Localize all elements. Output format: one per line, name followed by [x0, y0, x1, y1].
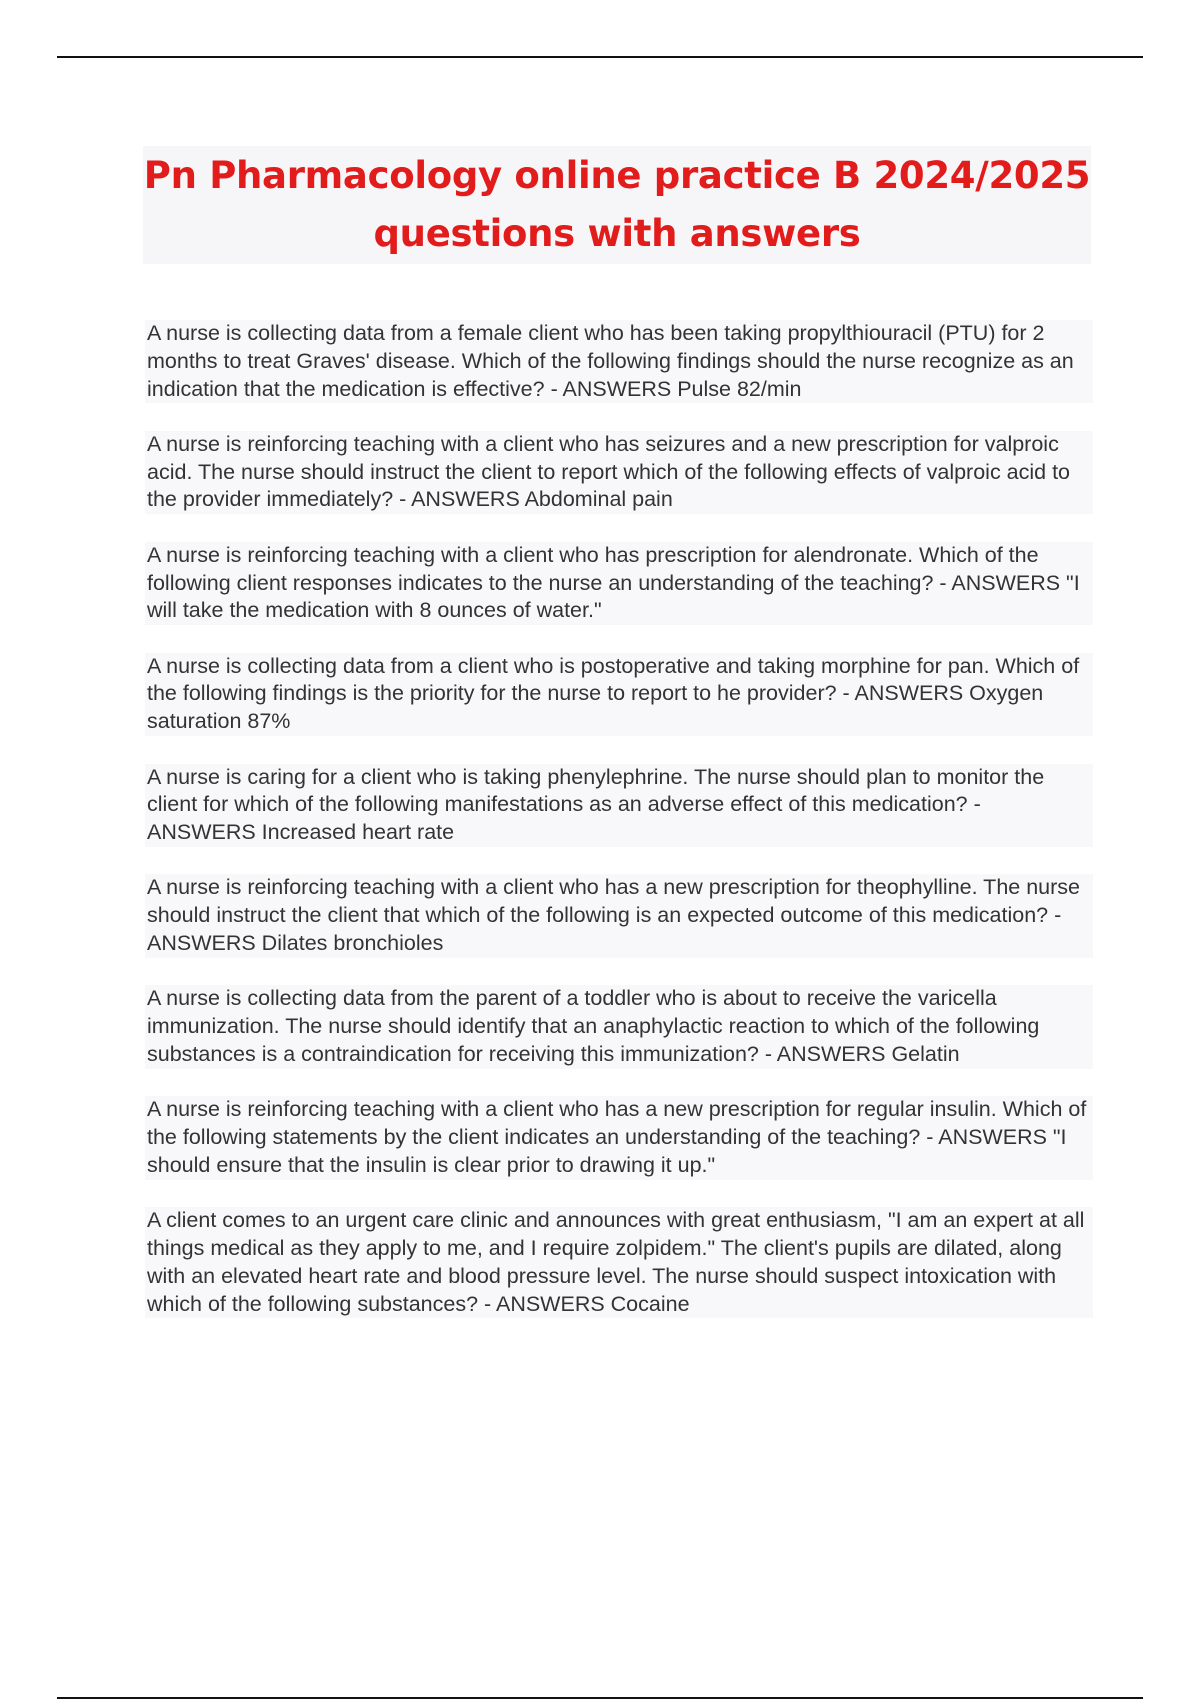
qa-item-2: A nurse is reinforcing teaching with a client who has seizures and a new prescription for valproic acid. The nurse should instruct the client to report which of the following effects of valproic acid to the provider immediately? - ANSWERS Abdominal pain — [145, 431, 1093, 514]
title-banner — [143, 146, 1091, 264]
question-answer-list — [145, 320, 1093, 1346]
qa-item-9: A client comes to an urgent care clinic and announces with great enthusiasm, "I am an expert at all things medical as they apply to me, and I require zolpidem." The client's pupils are dilated, along with an elevated heart rate and blood pressure level. The nurse should suspect intoxication with which of the following substances? - ANSWERS Cocaine — [145, 1207, 1093, 1318]
qa-item-6: A nurse is reinforcing teaching with a client who has a new prescription for theophylline. The nurse should instruct the client that which of the following is an expected outcome of this medication? - ANSWERS Dilates bronchioles — [145, 874, 1093, 957]
top-divider — [57, 56, 1143, 58]
bottom-divider — [57, 1697, 1143, 1699]
title-line-1: Pn Pharmacology online practice B 2024/2025 — [143, 154, 1091, 197]
qa-item-4: A nurse is collecting data from a client who is postoperative and taking morphine for pan. Which of the following findings is the priority for the nurse to report to he provider? - ANSWERS Oxygen saturation 87% — [145, 653, 1093, 736]
qa-item-3: A nurse is reinforcing teaching with a client who has prescription for alendronate. Which of the following client responses indicates to the nurse an understanding of the teaching? - ANSWERS "I will take the medication with 8 ounces of water." — [145, 542, 1093, 625]
title-line-2: questions with answers — [373, 212, 861, 255]
qa-item-1: A nurse is collecting data from a female client who has been taking propylthiouracil (PTU) for 2 months to treat Graves' disease. Which of the following findings should the nurse recognize as an indication that the medication is effective? - ANSWERS Pulse 82/min — [145, 320, 1093, 403]
qa-item-5: A nurse is caring for a client who is taking phenylephrine. The nurse should plan to monitor the client for which of the following manifestations as an adverse effect of this medication? - ANSWERS Increased heart rate — [145, 764, 1093, 847]
document-title — [144, 147, 1090, 263]
qa-item-8: A nurse is reinforcing teaching with a client who has a new prescription for regular insulin. Which of the following statements by the client indicates an understanding of the teaching? - ANSWERS "I should ensure that the insulin is clear prior to drawing it up." — [145, 1096, 1093, 1179]
qa-item-7: A nurse is collecting data from the parent of a toddler who is about to receive the varicella immunization. The nurse should identify that an anaphylactic reaction to which of the following substances is a contraindication for receiving this immunization? - ANSWERS Gelatin — [145, 985, 1093, 1068]
